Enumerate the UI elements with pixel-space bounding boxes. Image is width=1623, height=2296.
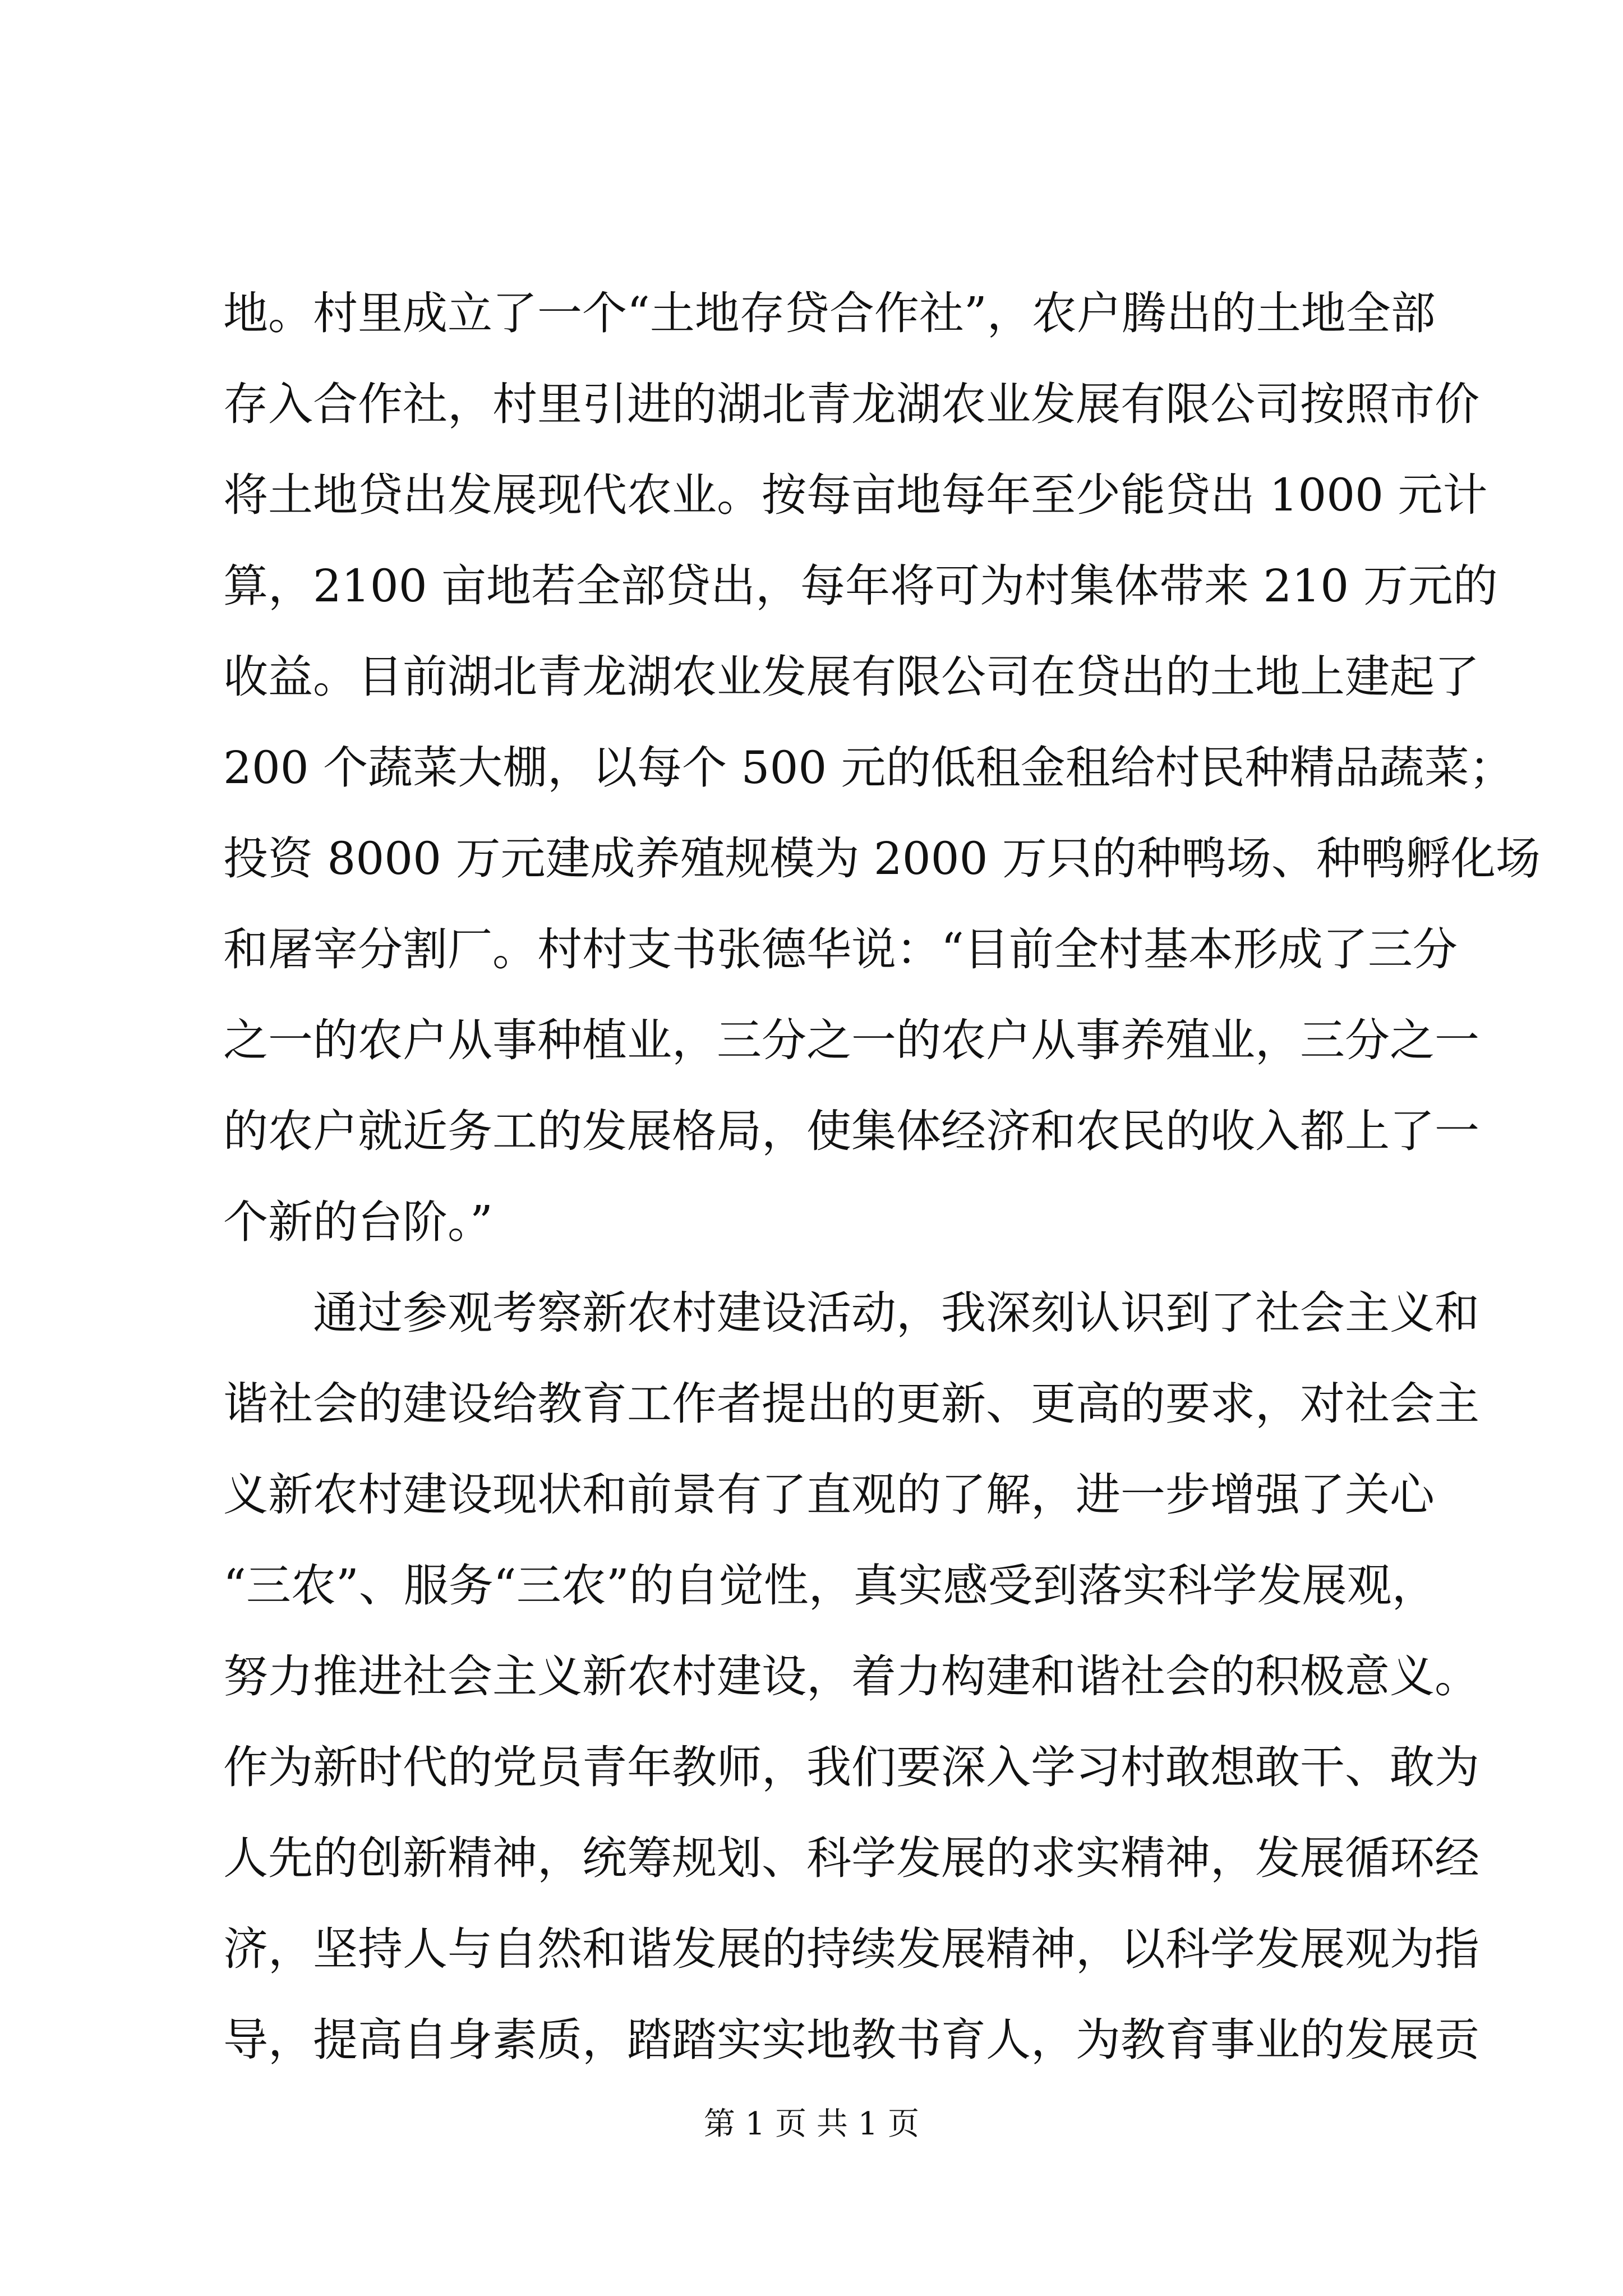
document-body	[223, 268, 1541, 2086]
paragraph-1-line-7: 投资 8000 万元建成养殖规模为 2000 万只的种鸭场、种鸭孵化场	[223, 832, 1541, 885]
paragraph-1-line-3: 将土地贷出发展现代农业。按每亩地每年至少能贷出 1000 元计	[223, 469, 1488, 521]
paragraph-1-line-2: 存入合作社，村里引进的湖北青龙湖农业发展有限公司按照市价	[223, 378, 1479, 430]
paragraph-1-line-9: 之一的农户从事种植业，三分之一的农户从事养殖业，三分之一	[223, 1014, 1479, 1066]
paragraph-1-line-5: 收益。目前湖北青龙湖农业发展有限公司在贷出的土地上建起了	[223, 651, 1479, 703]
paragraph-2-line-3: 义新农村建设现状和前景有了直观的了解，进一步增强了关心	[223, 1469, 1435, 1521]
paragraph-2-line-7: 人先的创新精神，统筹规划、科学发展的求实精神，发展循环经	[223, 1832, 1479, 1884]
paragraph-2-line-5: 努力推进社会主义新农村建设，着力构建和谐社会的积极意义。	[223, 1650, 1479, 1703]
paragraph-2-line-4: “三农”、服务“三农”的自觉性，真实感受到落实科学发展观，	[223, 1559, 1437, 1612]
paragraph-1-line-10: 的农户就近务工的发展格局，使集体经济和农民的收入都上了一	[223, 1105, 1479, 1157]
paragraph-2-line-1: 通过参观考察新农村建设活动，我深刻认识到了社会主义和	[313, 1287, 1479, 1339]
paragraph-1-line-6: 200 个蔬菜大棚，以每个 500 元的低租金租给村民种精品蔬菜；	[223, 742, 1514, 794]
paragraph-2-line-8: 济，坚持人与自然和谐发展的持续发展精神，以科学发展观为指	[223, 1923, 1479, 1975]
paragraph-2-line-2: 谐社会的建设给教育工作者提出的更新、更高的要求，对社会主	[223, 1378, 1479, 1430]
page-number-footer: 第 1 页 共 1 页	[703, 2106, 920, 2142]
paragraph-2-line-6: 作为新时代的党员青年教师，我们要深入学习村敢想敢干、敢为	[223, 1741, 1479, 1793]
paragraph-2-line-9: 导，提高自身素质，踏踏实实地教书育人，为教育事业的发展贡	[223, 2014, 1479, 2066]
paragraph-1-line-8: 和屠宰分割厂。村村支书张德华说：“目前全村基本形成了三分	[223, 923, 1458, 976]
paragraph-1-line-1: 地。村里成立了一个“土地存贷合作社”，农户腾出的土地全部	[223, 287, 1436, 339]
paragraph-1-line-11: 个新的台阶。”	[223, 1196, 493, 1248]
paragraph-1-line-4: 算，2100 亩地若全部贷出，每年将可为村集体带来 210 万元的	[223, 560, 1498, 612]
